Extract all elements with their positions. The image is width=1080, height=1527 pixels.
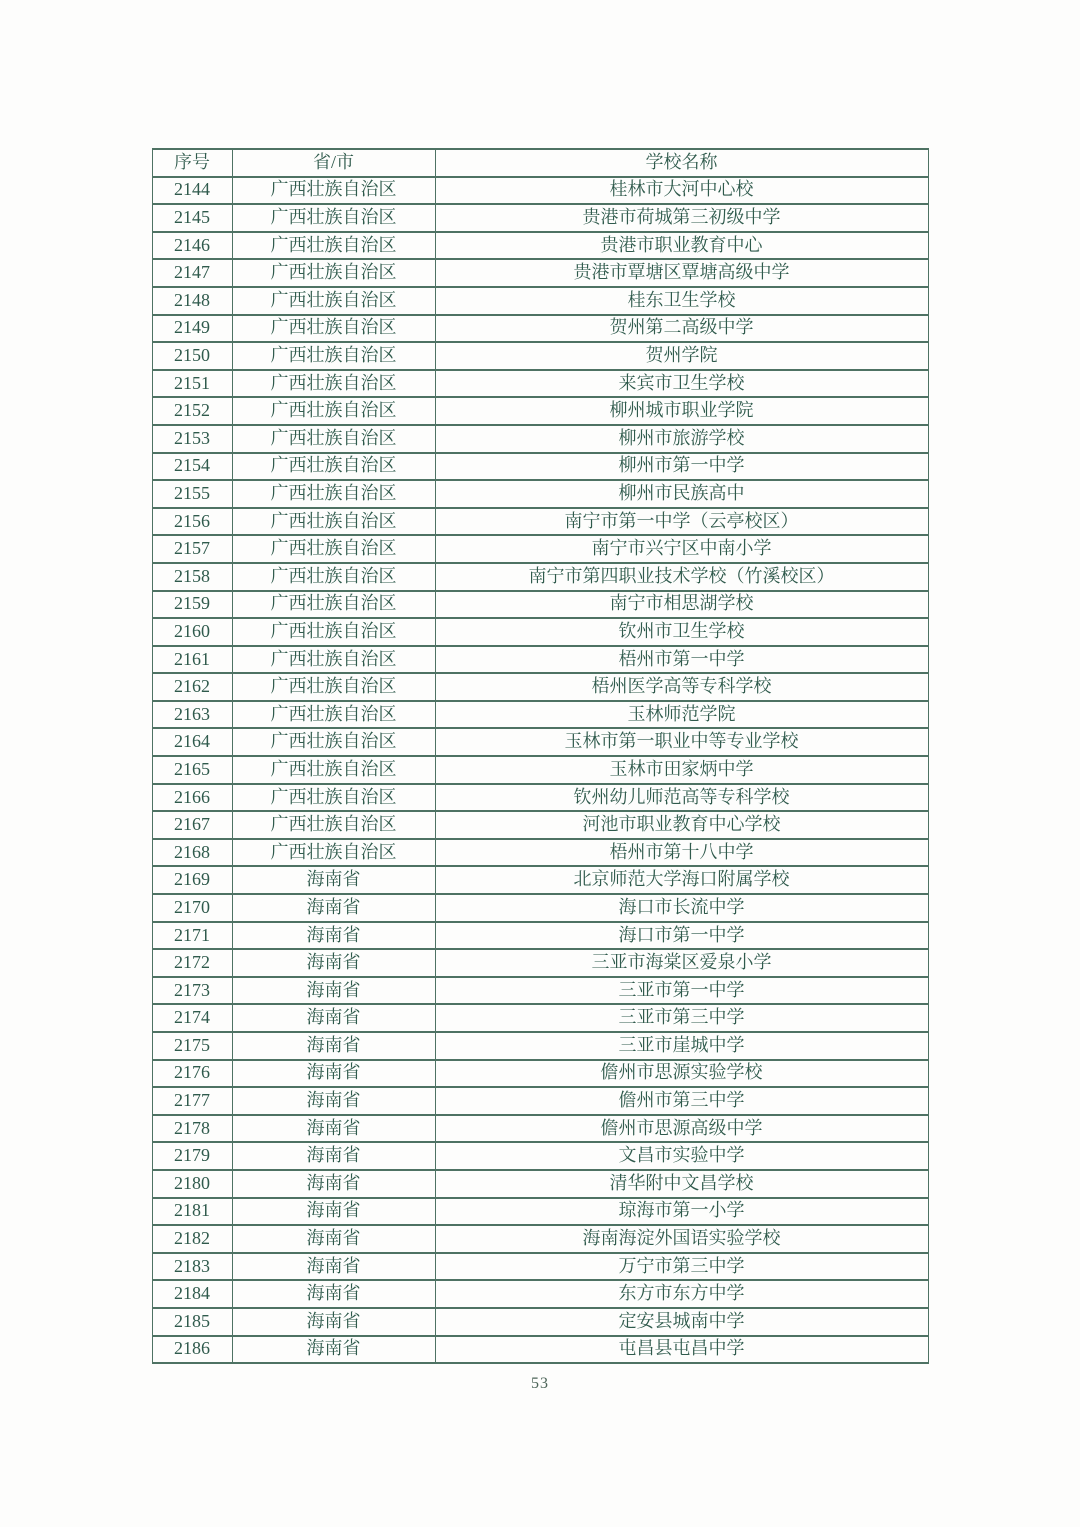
cell-province: 广西壮族自治区 [232, 756, 435, 784]
table-row [152, 1336, 928, 1364]
table-row [152, 618, 928, 646]
cell-school: 三亚市海棠区爱泉小学 [435, 949, 928, 977]
cell-index: 2166 [152, 784, 232, 812]
table-row [152, 232, 928, 260]
cell-province: 广西壮族自治区 [232, 535, 435, 563]
cell-province: 海南省 [232, 894, 435, 922]
cell-school: 贺州学院 [435, 342, 928, 370]
cell-index: 2178 [152, 1115, 232, 1143]
cell-school: 三亚市崖城中学 [435, 1032, 928, 1060]
table-row [152, 1198, 928, 1226]
cell-school: 南宁市兴宁区中南小学 [435, 535, 928, 563]
table-row [152, 1225, 928, 1253]
cell-province: 海南省 [232, 1336, 435, 1364]
cell-school: 河池市职业教育中心学校 [435, 811, 928, 839]
cell-index: 2144 [152, 177, 232, 205]
table-row [152, 591, 928, 619]
table-row [152, 342, 928, 370]
school-list-table [152, 148, 929, 1364]
cell-school: 三亚市第三中学 [435, 1004, 928, 1032]
cell-index: 2167 [152, 811, 232, 839]
cell-index: 2157 [152, 535, 232, 563]
table-row [152, 728, 928, 756]
cell-province: 广西壮族自治区 [232, 591, 435, 619]
table-row [152, 1280, 928, 1308]
cell-index: 2153 [152, 425, 232, 453]
cell-index: 2179 [152, 1142, 232, 1170]
cell-index: 2158 [152, 563, 232, 591]
cell-province: 海南省 [232, 1032, 435, 1060]
cell-province: 海南省 [232, 977, 435, 1005]
table-row [152, 1253, 928, 1281]
table-row [152, 259, 928, 287]
cell-school: 玉林市第一职业中等专业学校 [435, 728, 928, 756]
cell-school: 万宁市第三中学 [435, 1253, 928, 1281]
cell-index: 2184 [152, 1280, 232, 1308]
table-row [152, 1032, 928, 1060]
cell-index: 2181 [152, 1198, 232, 1226]
cell-school: 贺州第二高级中学 [435, 315, 928, 343]
cell-province: 广西壮族自治区 [232, 397, 435, 425]
table-row [152, 1142, 928, 1170]
cell-school: 南宁市相思湖学校 [435, 591, 928, 619]
cell-province: 广西壮族自治区 [232, 508, 435, 536]
table-row [152, 1004, 928, 1032]
cell-index: 2149 [152, 315, 232, 343]
cell-school: 三亚市第一中学 [435, 977, 928, 1005]
table-row [152, 673, 928, 701]
column-header-school-name: 学校名称 [435, 149, 928, 177]
cell-province: 广西壮族自治区 [232, 839, 435, 867]
table-row [152, 811, 928, 839]
column-header-province: 省/市 [232, 149, 435, 177]
cell-province: 广西壮族自治区 [232, 204, 435, 232]
cell-province: 海南省 [232, 1253, 435, 1281]
cell-province: 海南省 [232, 1280, 435, 1308]
table-row [152, 480, 928, 508]
cell-index: 2165 [152, 756, 232, 784]
cell-province: 广西壮族自治区 [232, 315, 435, 343]
cell-school: 玉林市田家炳中学 [435, 756, 928, 784]
cell-province: 广西壮族自治区 [232, 728, 435, 756]
cell-index: 2170 [152, 894, 232, 922]
cell-school: 南宁市第四职业技术学校（竹溪校区） [435, 563, 928, 591]
table-row [152, 508, 928, 536]
cell-province: 海南省 [232, 1170, 435, 1198]
cell-province: 广西壮族自治区 [232, 618, 435, 646]
cell-province: 海南省 [232, 1060, 435, 1088]
cell-province: 广西壮族自治区 [232, 177, 435, 205]
cell-province: 广西壮族自治区 [232, 784, 435, 812]
cell-index: 2169 [152, 866, 232, 894]
cell-school: 海口市长流中学 [435, 894, 928, 922]
cell-province: 海南省 [232, 949, 435, 977]
cell-school: 琼海市第一小学 [435, 1198, 928, 1226]
cell-province: 广西壮族自治区 [232, 811, 435, 839]
cell-school: 柳州市旅游学校 [435, 425, 928, 453]
cell-index: 2146 [152, 232, 232, 260]
cell-province: 海南省 [232, 866, 435, 894]
cell-province: 广西壮族自治区 [232, 232, 435, 260]
cell-province: 海南省 [232, 1198, 435, 1226]
cell-province: 广西壮族自治区 [232, 425, 435, 453]
cell-province: 海南省 [232, 1308, 435, 1336]
cell-index: 2175 [152, 1032, 232, 1060]
cell-province: 海南省 [232, 1225, 435, 1253]
cell-school: 清华附中文昌学校 [435, 1170, 928, 1198]
cell-index: 2168 [152, 839, 232, 867]
table-row [152, 1115, 928, 1143]
cell-index: 2163 [152, 701, 232, 729]
cell-province: 广西壮族自治区 [232, 453, 435, 481]
cell-province: 广西壮族自治区 [232, 287, 435, 315]
table-row [152, 563, 928, 591]
cell-school: 海南海淀外国语实验学校 [435, 1225, 928, 1253]
cell-school: 柳州市民族高中 [435, 480, 928, 508]
cell-province: 广西壮族自治区 [232, 673, 435, 701]
table-row [152, 425, 928, 453]
cell-school: 贵港市覃塘区覃塘高级中学 [435, 259, 928, 287]
cell-school: 桂林市大河中心校 [435, 177, 928, 205]
cell-school: 文昌市实验中学 [435, 1142, 928, 1170]
cell-index: 2183 [152, 1253, 232, 1281]
cell-index: 2177 [152, 1087, 232, 1115]
cell-province: 广西壮族自治区 [232, 563, 435, 591]
table-row [152, 949, 928, 977]
cell-index: 2155 [152, 480, 232, 508]
table-row [152, 1308, 928, 1336]
cell-index: 2152 [152, 397, 232, 425]
table-row [152, 453, 928, 481]
cell-index: 2150 [152, 342, 232, 370]
cell-school: 来宾市卫生学校 [435, 370, 928, 398]
table-header-row [152, 149, 928, 177]
cell-school: 定安县城南中学 [435, 1308, 928, 1336]
table-row [152, 204, 928, 232]
cell-school: 钦州幼儿师范高等专科学校 [435, 784, 928, 812]
cell-province: 广西壮族自治区 [232, 480, 435, 508]
cell-school: 柳州市第一中学 [435, 453, 928, 481]
table-body [152, 177, 928, 1364]
table-row [152, 784, 928, 812]
cell-index: 2176 [152, 1060, 232, 1088]
cell-index: 2180 [152, 1170, 232, 1198]
cell-school: 海口市第一中学 [435, 922, 928, 950]
table-row [152, 177, 928, 205]
cell-index: 2159 [152, 591, 232, 619]
table-row [152, 701, 928, 729]
table-row [152, 646, 928, 674]
cell-index: 2161 [152, 646, 232, 674]
table-row [152, 839, 928, 867]
cell-school: 贵港市职业教育中心 [435, 232, 928, 260]
cell-school: 钦州市卫生学校 [435, 618, 928, 646]
cell-index: 2174 [152, 1004, 232, 1032]
cell-school: 桂东卫生学校 [435, 287, 928, 315]
page-number: 53 [531, 1375, 549, 1393]
cell-index: 2145 [152, 204, 232, 232]
cell-school: 贵港市荷城第三初级中学 [435, 204, 928, 232]
cell-school: 北京师范大学海口附属学校 [435, 866, 928, 894]
cell-province: 广西壮族自治区 [232, 701, 435, 729]
cell-index: 2186 [152, 1336, 232, 1364]
cell-school: 梧州市第十八中学 [435, 839, 928, 867]
cell-school: 儋州市思源实验学校 [435, 1060, 928, 1088]
cell-index: 2171 [152, 922, 232, 950]
cell-index: 2148 [152, 287, 232, 315]
cell-school: 南宁市第一中学（云亭校区） [435, 508, 928, 536]
table-row [152, 1170, 928, 1198]
cell-province: 海南省 [232, 922, 435, 950]
cell-school: 梧州市第一中学 [435, 646, 928, 674]
table-row [152, 287, 928, 315]
table-row [152, 756, 928, 784]
cell-province: 海南省 [232, 1087, 435, 1115]
cell-index: 2160 [152, 618, 232, 646]
table-row [152, 535, 928, 563]
cell-school: 儋州市思源高级中学 [435, 1115, 928, 1143]
cell-index: 2185 [152, 1308, 232, 1336]
cell-province: 广西壮族自治区 [232, 259, 435, 287]
cell-index: 2182 [152, 1225, 232, 1253]
cell-index: 2162 [152, 673, 232, 701]
cell-school: 屯昌县屯昌中学 [435, 1336, 928, 1364]
table-row [152, 397, 928, 425]
cell-index: 2154 [152, 453, 232, 481]
cell-province: 海南省 [232, 1004, 435, 1032]
cell-province: 广西壮族自治区 [232, 342, 435, 370]
cell-index: 2147 [152, 259, 232, 287]
table-row [152, 922, 928, 950]
table-row [152, 866, 928, 894]
cell-index: 2151 [152, 370, 232, 398]
table-row [152, 1087, 928, 1115]
cell-index: 2173 [152, 977, 232, 1005]
cell-school: 东方市东方中学 [435, 1280, 928, 1308]
cell-province: 广西壮族自治区 [232, 370, 435, 398]
column-header-index: 序号 [152, 149, 232, 177]
table-row [152, 894, 928, 922]
cell-index: 2172 [152, 949, 232, 977]
cell-province: 海南省 [232, 1142, 435, 1170]
cell-school: 儋州市第三中学 [435, 1087, 928, 1115]
table-row [152, 1060, 928, 1088]
cell-index: 2156 [152, 508, 232, 536]
cell-school: 柳州城市职业学院 [435, 397, 928, 425]
cell-school: 玉林师范学院 [435, 701, 928, 729]
cell-school: 梧州医学高等专科学校 [435, 673, 928, 701]
cell-province: 海南省 [232, 1115, 435, 1143]
table-row [152, 315, 928, 343]
table-row [152, 370, 928, 398]
cell-province: 广西壮族自治区 [232, 646, 435, 674]
cell-index: 2164 [152, 728, 232, 756]
table-row [152, 977, 928, 1005]
